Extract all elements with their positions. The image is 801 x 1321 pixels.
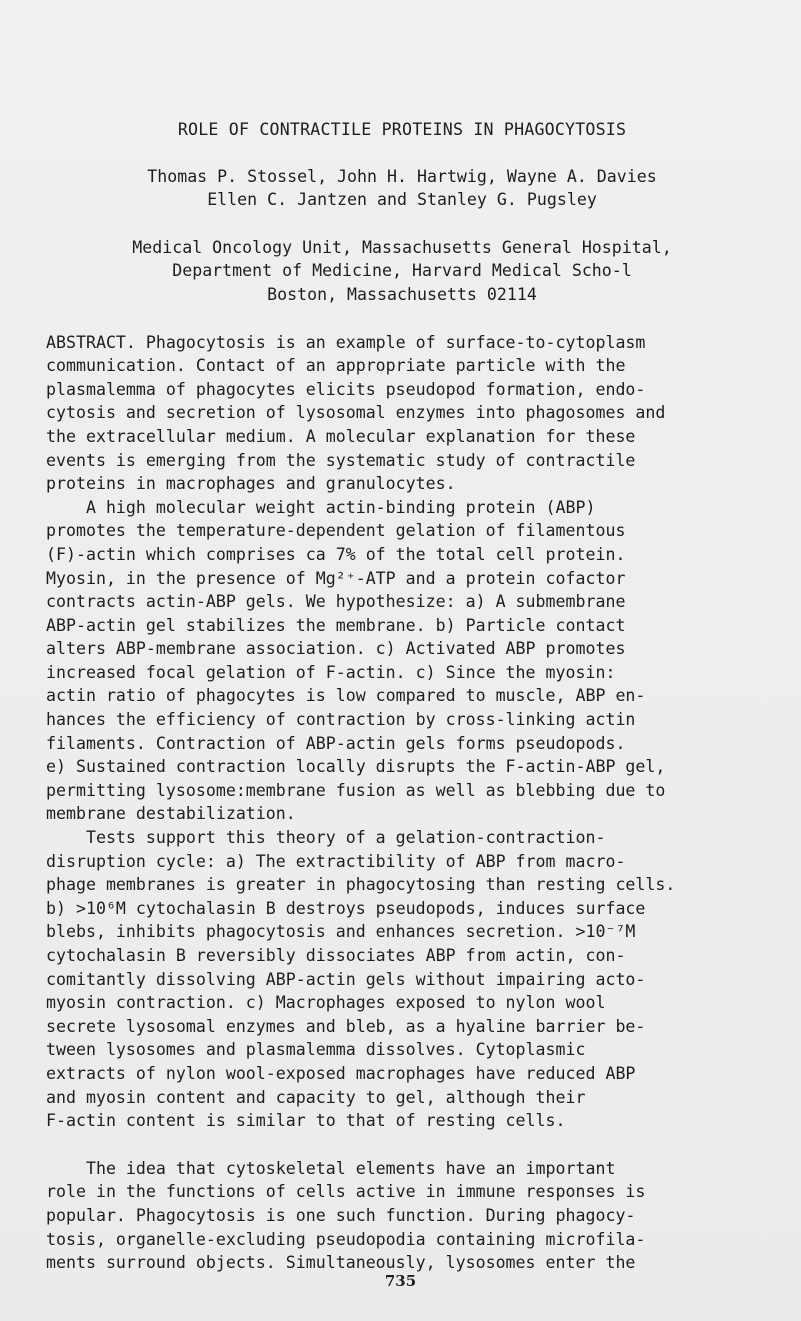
abstract-line: cytochalasin B reversibly dissociates ABP from actin, con-	[46, 946, 626, 965]
abstract-line: phage membranes is greater in phagocytosing than resting cells.	[46, 875, 676, 895]
abstract-line: myosin contraction. c) Macrophages exposed to nylon wool	[46, 993, 606, 1013]
body-line: tosis, organelle-excluding pseudopodia containing microfila-	[46, 1229, 646, 1249]
abstract-line: hances the efficiency of contraction by cross-linking actin	[46, 710, 636, 730]
affiliation-line: Boston, Massachusetts 02114	[267, 284, 537, 304]
abstract-line: increased focal gelation of F-actin. c) Since the myosin:	[46, 662, 616, 682]
abstract-line: ABP-actin gel stabilizes the membrane. b) Particle contact	[46, 615, 626, 635]
body-line: The idea that cytoskeletal elements have an important	[46, 1158, 616, 1178]
abstract-line: Myosin, in the presence of Mg²⁺-ATP and a protein cofactor	[46, 568, 626, 588]
abstract-line: comitantly dissolving ABP-actin gels without impairing acto-	[46, 969, 646, 989]
abstract-line: tween lysosomes and plasmalemma dissolves. Cytoplasmic	[46, 1040, 586, 1060]
abstract-line: membrane destabilization.	[46, 804, 296, 824]
affiliation-line: Department of Medicine, Harvard Medical Scho-l	[172, 261, 632, 281]
affiliation-line: Medical Oncology Unit, Massachusetts General Hospital,	[132, 237, 672, 257]
abstract-line: plasmalemma of phagocytes elicits pseudopod formation, endo-	[46, 379, 646, 399]
document-body	[46, 118, 758, 1275]
abstract-line: the extracellular medium. A molecular explanation for these	[46, 426, 636, 446]
abstract-line: (F)-actin which comprises ca 7% of the total cell protein.	[46, 544, 626, 564]
author-list	[46, 165, 758, 212]
body-line: ments surround objects. Simultaneously, lysosomes enter the	[46, 1253, 636, 1273]
page-number: 735	[384, 1272, 417, 1290]
abstract-line: A high molecular weight actin-binding protein (ABP)	[46, 497, 596, 517]
abstract-line: proteins in macrophages and granulocytes.	[46, 474, 456, 494]
body-line: popular. Phagocytosis is one such function. During phagocy-	[46, 1205, 636, 1225]
abstract-line: events is emerging from the systematic study of contractile	[46, 450, 636, 470]
body-text	[46, 1157, 758, 1275]
abstract-line: cytosis and secretion of lysosomal enzymes into phagosomes and	[46, 403, 666, 423]
abstract-line: promotes the temperature-dependent gelation of filamentous	[46, 521, 626, 541]
abstract-line: filaments. Contraction of ABP-actin gels forms pseudopods.	[46, 733, 626, 753]
abstract-line: F-actin content is similar to that of resting cells.	[46, 1111, 566, 1131]
author-line: Ellen C. Jantzen and Stanley G. Pugsley	[207, 190, 597, 210]
author-line: Thomas P. Stossel, John H. Hartwig, Wayne A. Davies	[147, 166, 657, 186]
abstract	[46, 331, 758, 1133]
abstract-line: contracts actin-ABP gels. We hypothesize: a) A submembrane	[46, 592, 626, 612]
abstract-line: Tests support this theory of a gelation-contraction-	[46, 828, 606, 848]
body-line: role in the functions of cells active in immune responses is	[46, 1182, 646, 1202]
abstract-line: alters ABP-membrane association. c) Activated ABP promotes	[46, 639, 626, 659]
paper-title: ROLE OF CONTRACTILE PROTEINS IN PHAGOCYTOSIS	[177, 120, 627, 139]
abstract-line: secrete lysosomal enzymes and bleb, as a hyaline barrier be-	[46, 1016, 646, 1036]
abstract-line: disruption cycle: a) The extractibility of ABP from macro-	[46, 851, 626, 871]
abstract-line: b) >10⁶M cytochalasin B destroys pseudopods, induces surface	[46, 898, 646, 918]
abstract-line: blebs, inhibits phagocytosis and enhances secretion. >10⁻⁷M	[46, 922, 636, 942]
abstract-line: e) Sustained contraction locally disrupts the F-actin-ABP gel,	[46, 757, 666, 777]
abstract-line: permitting lysosome:membrane fusion as well as blebbing due to	[46, 780, 666, 800]
section-gap	[46, 1133, 758, 1157]
abstract-line: communication. Contact of an appropriate particle with the	[46, 356, 626, 376]
abstract-line: and myosin content and capacity to gel, although their	[46, 1087, 586, 1107]
affiliation	[46, 236, 758, 307]
abstract-line: actin ratio of phagocytes is low compared to muscle, ABP en-	[46, 686, 646, 706]
abstract-line: ABSTRACT. Phagocytosis is an example of surface-to-cytoplasm	[46, 332, 646, 352]
abstract-line: extracts of nylon wool-exposed macrophages have reduced ABP	[46, 1063, 636, 1083]
